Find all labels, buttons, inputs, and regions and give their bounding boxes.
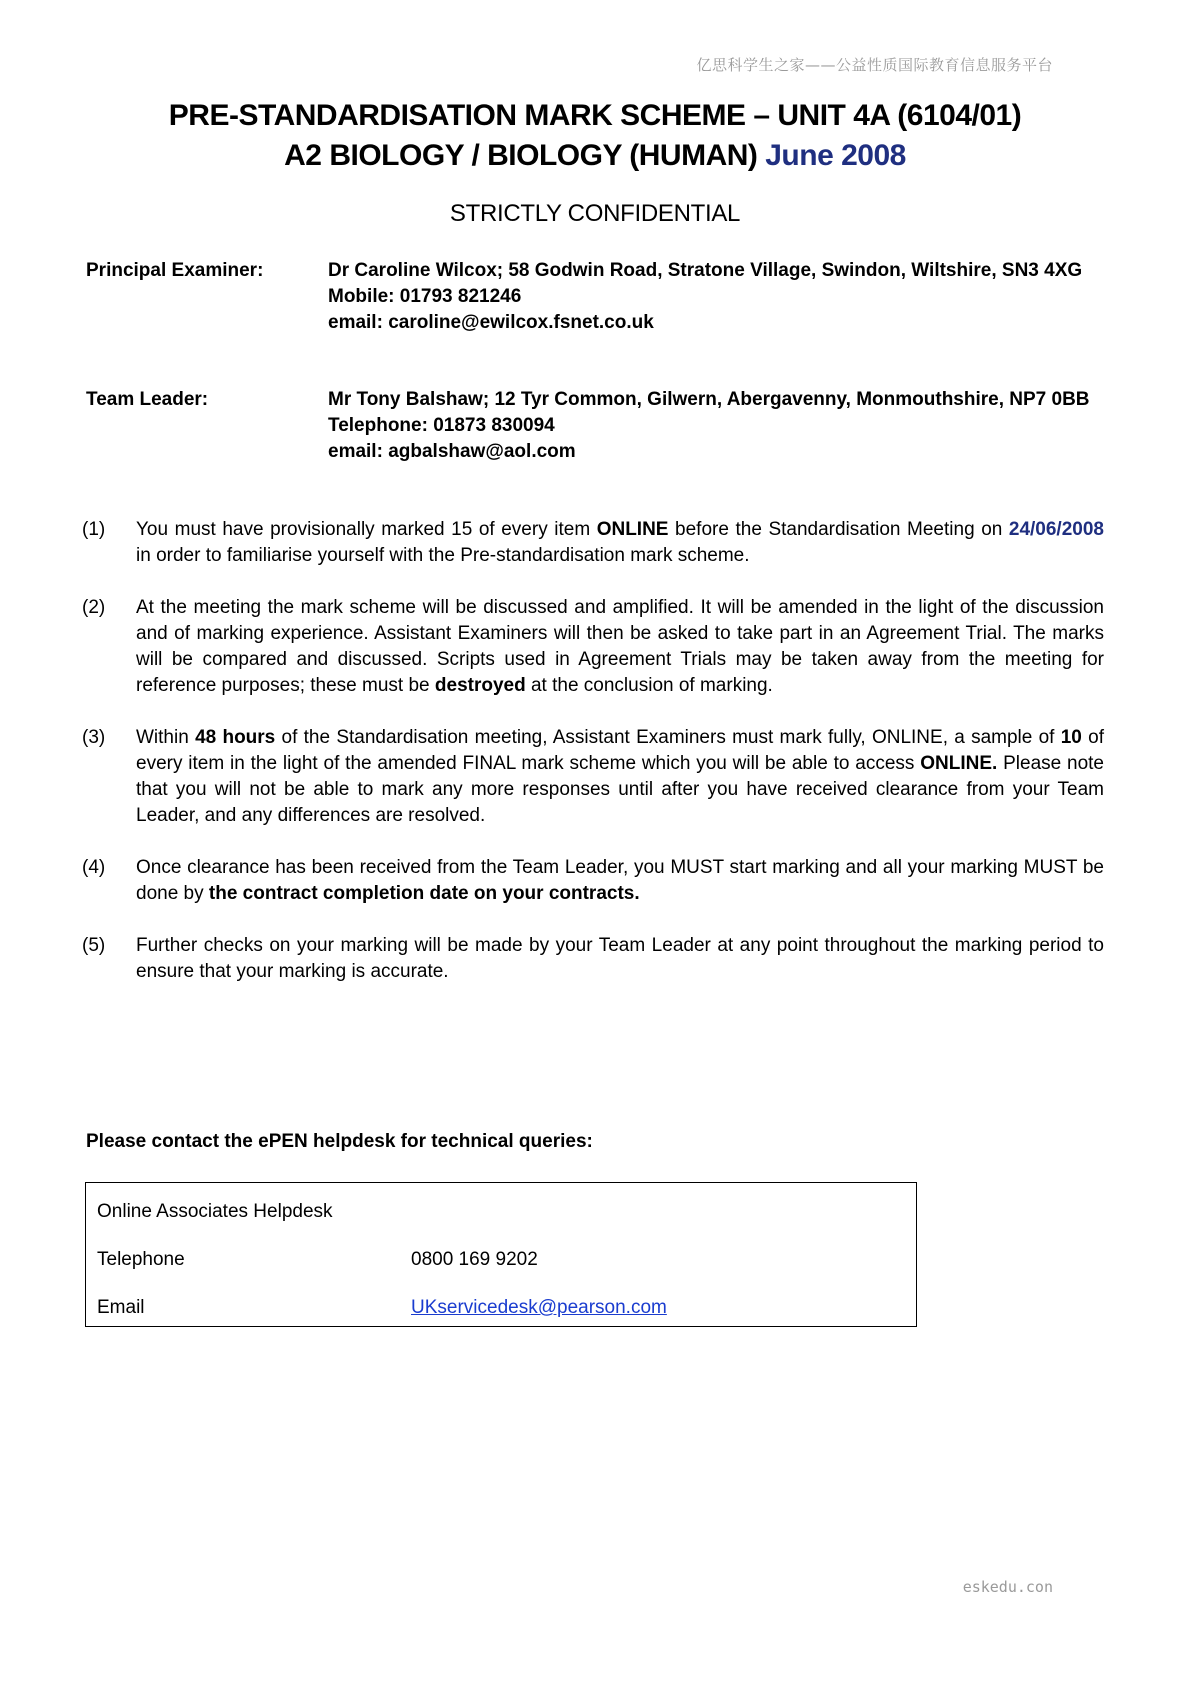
instruction-emphasis: destroyed: [434, 675, 526, 696]
instruction-text-run: You must have provisionally marked 15 of every item: [136, 519, 597, 540]
instruction-emphasis: the contract completion date on your contracts.: [208, 883, 640, 904]
instruction-text-run: Once clearance has been received from the Team Leader, you MUST start marking and all your marking MUST be done by: [136, 857, 1104, 904]
instruction-text-run: of the Standardisation meeting, Assistant Examiners must mark fully, ONLINE, a sample of: [275, 727, 1061, 748]
instruction-text-run: Further checks on your marking will be made by your Team Leader at any point throughout the marking period to ensure that your marking is accurate.: [136, 935, 1104, 982]
instruction-text: [136, 517, 1104, 569]
instruction-text-run: before the Standardisation Meeting on: [668, 519, 1009, 540]
helpdesk-email-label: Email: [97, 1297, 145, 1318]
instruction-text: [136, 725, 1104, 829]
team-leader-block: [86, 387, 1106, 465]
instruction-item: [82, 933, 1104, 985]
instruction-number: (3): [82, 727, 106, 748]
instruction-text-run: At the meeting the mark scheme will be discussed and amplified. It will be amended in the light of the discussion and of marking experience. Assistant Examiners will then be asked to take part in an Agreement Trial. The marks will be compared and discussed. Scripts used in Agreement Trials may be taken away from the meeting for reference purposes; these must be: [136, 597, 1104, 696]
title-line-2: [0, 136, 1190, 176]
helpdesk-heading: Please contact the ePEN helpdesk for technical queries:: [86, 1131, 593, 1152]
instruction-date-highlight: 24/06/2008: [1008, 519, 1104, 540]
instruction-emphasis: 10: [1060, 727, 1082, 748]
instruction-item: [82, 595, 1104, 699]
principal-examiner-email: email: caroline@ewilcox.fsnet.co.uk: [328, 312, 654, 333]
instruction-item: [82, 855, 1104, 907]
title-line-1: PRE-STANDARDISATION MARK SCHEME – UNIT 4A (6104/01): [168, 99, 1022, 132]
document-title: [0, 96, 1190, 176]
watermark-top-text: 亿思科学生之家——公益性质国际教育信息服务平台: [696, 56, 1053, 74]
instruction-emphasis: 48 hours: [195, 727, 276, 748]
principal-examiner-phone: Mobile: 01793 821246: [328, 286, 522, 307]
instruction-text-run: Please note that you will not be able to mark any more responses until after you have received clearance from your Team Leader, and any differences are resolved.: [136, 753, 1104, 826]
helpdesk-email-link[interactable]: UKservicedesk@pearson.com: [411, 1297, 667, 1318]
instruction-text-run: at the conclusion of marking.: [525, 675, 773, 696]
team-leader-role: Team Leader:: [86, 389, 209, 410]
helpdesk-box: [85, 1182, 917, 1327]
team-leader-phone: Telephone: 01873 830094: [328, 415, 555, 436]
team-leader-address: Mr Tony Balshaw; 12 Tyr Common, Gilwern, Abergavenny, Monmouthshire, NP7 0BB: [328, 389, 1090, 410]
helpdesk-telephone-value: 0800 169 9202: [411, 1249, 538, 1270]
helpdesk-telephone-label: Telephone: [97, 1249, 185, 1270]
team-leader-details: [328, 387, 1106, 465]
instruction-number: (2): [82, 597, 106, 618]
watermark-bottom-text: eskedu.con: [962, 1578, 1053, 1596]
instruction-number: (4): [82, 857, 106, 878]
title-date: June 2008: [765, 139, 906, 172]
helpdesk-title: Online Associates Helpdesk: [97, 1201, 333, 1222]
team-leader-email: email: agbalshaw@aol.com: [328, 441, 576, 462]
instruction-number: (1): [82, 519, 106, 540]
instruction-item: [82, 725, 1104, 829]
instruction-emphasis: ONLINE.: [920, 753, 998, 774]
instruction-text-run: in order to familiarise yourself with the Pre-standardisation mark scheme.: [136, 545, 750, 566]
instruction-number: (5): [82, 935, 106, 956]
instruction-text: [136, 595, 1104, 699]
principal-examiner-address: Dr Caroline Wilcox; 58 Godwin Road, Stratone Village, Swindon, Wiltshire, SN3 4XG: [328, 260, 1083, 281]
instruction-item: [82, 517, 1104, 569]
instruction-text: [136, 933, 1104, 985]
confidential-label: STRICTLY CONFIDENTIAL: [449, 200, 741, 227]
instruction-text-run: of every item in the light of the amended FINAL mark scheme which you will be able to access: [136, 727, 1104, 774]
instruction-text: [136, 855, 1104, 907]
principal-examiner-role: Principal Examiner:: [86, 260, 264, 281]
instruction-text-run: Within: [136, 727, 196, 748]
principal-examiner-details: [328, 258, 1106, 336]
title-subject: A2 BIOLOGY / BIOLOGY (HUMAN): [284, 139, 758, 172]
principal-examiner-block: [86, 258, 1106, 336]
instruction-emphasis: ONLINE: [596, 519, 669, 540]
instructions-list: [82, 517, 1104, 1011]
